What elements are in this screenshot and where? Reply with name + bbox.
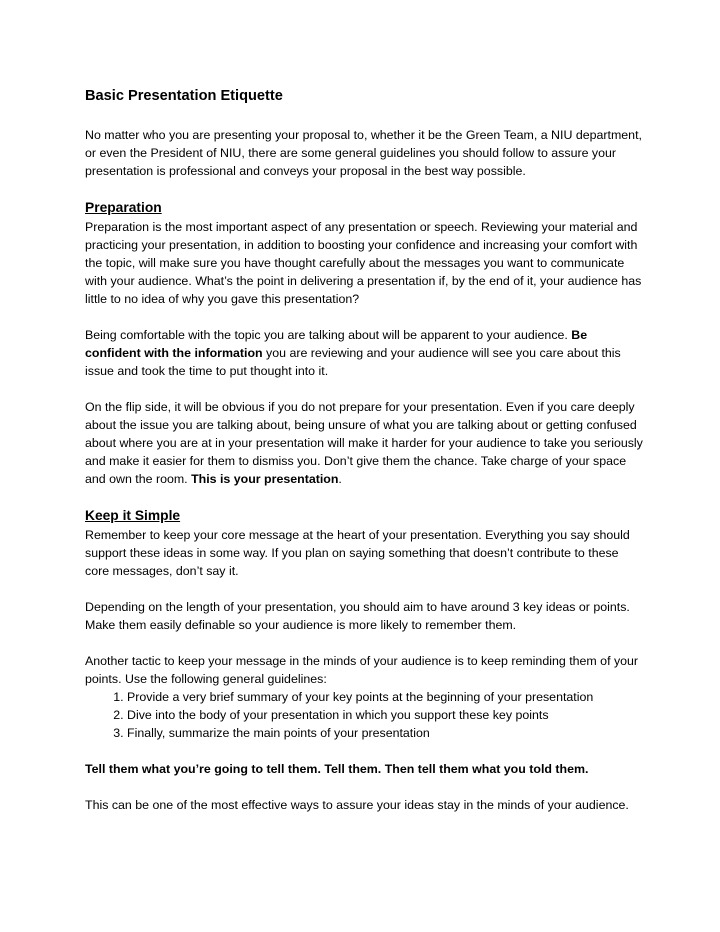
closing-paragraph: This can be one of the most effective ways to assure your ideas stay in the minds of your audience. [85, 798, 629, 812]
list-item: 1. Provide a very brief summary of your key points at the beginning of your presentation [127, 688, 645, 706]
guidelines-list [85, 688, 645, 742]
preparation-p3-text-end: . [338, 472, 342, 486]
section-heading-preparation: Preparation [85, 200, 162, 215]
preparation-p2-bold: Be confident with the information [85, 328, 588, 360]
list-item: 2. Dive into the body of your presentation in which you support these key points [127, 706, 645, 724]
preparation-p3-text-start: On the flip side, it will be obvious if you do not prepare for your presentation. Even if you care deeply about the issue you are talking about, being unsure of what you are talking about or getting confused about where you are at in your presentation will make it harder for your audience to take you seriously and make it easier for them to dismiss you. Don’t give them the chance. Take charge of your space and own the room. [85, 400, 643, 486]
preparation-paragraph-1: Preparation is the most important aspect of any presentation or speech. Reviewing your material and practicing your presentation, in addition to boosting your confidence and increasing your comfort with the topic, will make sure you have thought carefully about the messages you want to communicate with your audience. What’s the point in delivering a presentation if, by the end of it, your audience has little to no idea of why you gave this presentation? [85, 220, 642, 306]
keep-simple-paragraph-3: Another tactic to keep your message in the minds of your audience is to keep reminding them of your points. Use the following general guidelines: [85, 654, 639, 686]
page-title: Basic Presentation Etiquette [85, 88, 283, 104]
preparation-p2-text-end: you are reviewing and your audience will see you care about this issue and took the time to put thought into it. [85, 346, 621, 378]
document-page [85, 86, 645, 832]
section-heading-keep-it-simple: Keep it Simple [85, 508, 181, 523]
keep-simple-paragraph-1: Remember to keep your core message at the heart of your presentation. Everything you say should support these ideas in some way. If you plan on saying something that doesn’t contribute to these core messages, don’t say it. [85, 528, 630, 578]
key-takeaway-line: Tell them what you’re going to tell them. Tell them. Then tell them what you told them. [85, 762, 589, 776]
preparation-paragraph-2 [85, 326, 645, 380]
preparation-p3-bold: This is your presentation [191, 472, 339, 486]
preparation-paragraph-3 [85, 398, 645, 488]
preparation-p2-text-start: Being comfortable with the topic you are talking about will be apparent to your audience. [85, 328, 572, 342]
intro-paragraph: No matter who you are presenting your proposal to, whether it be the Green Team, a NIU department, or even the President of NIU, there are some general guidelines you should follow to assure your presentation is professional and conveys your proposal in the best way possible. [85, 128, 642, 178]
keep-simple-paragraph-2: Depending on the length of your presentation, you should aim to have around 3 key ideas or points. Make them easily definable so your audience is more likely to remember them. [85, 600, 630, 632]
list-item: 3. Finally, summarize the main points of your presentation [127, 724, 645, 742]
